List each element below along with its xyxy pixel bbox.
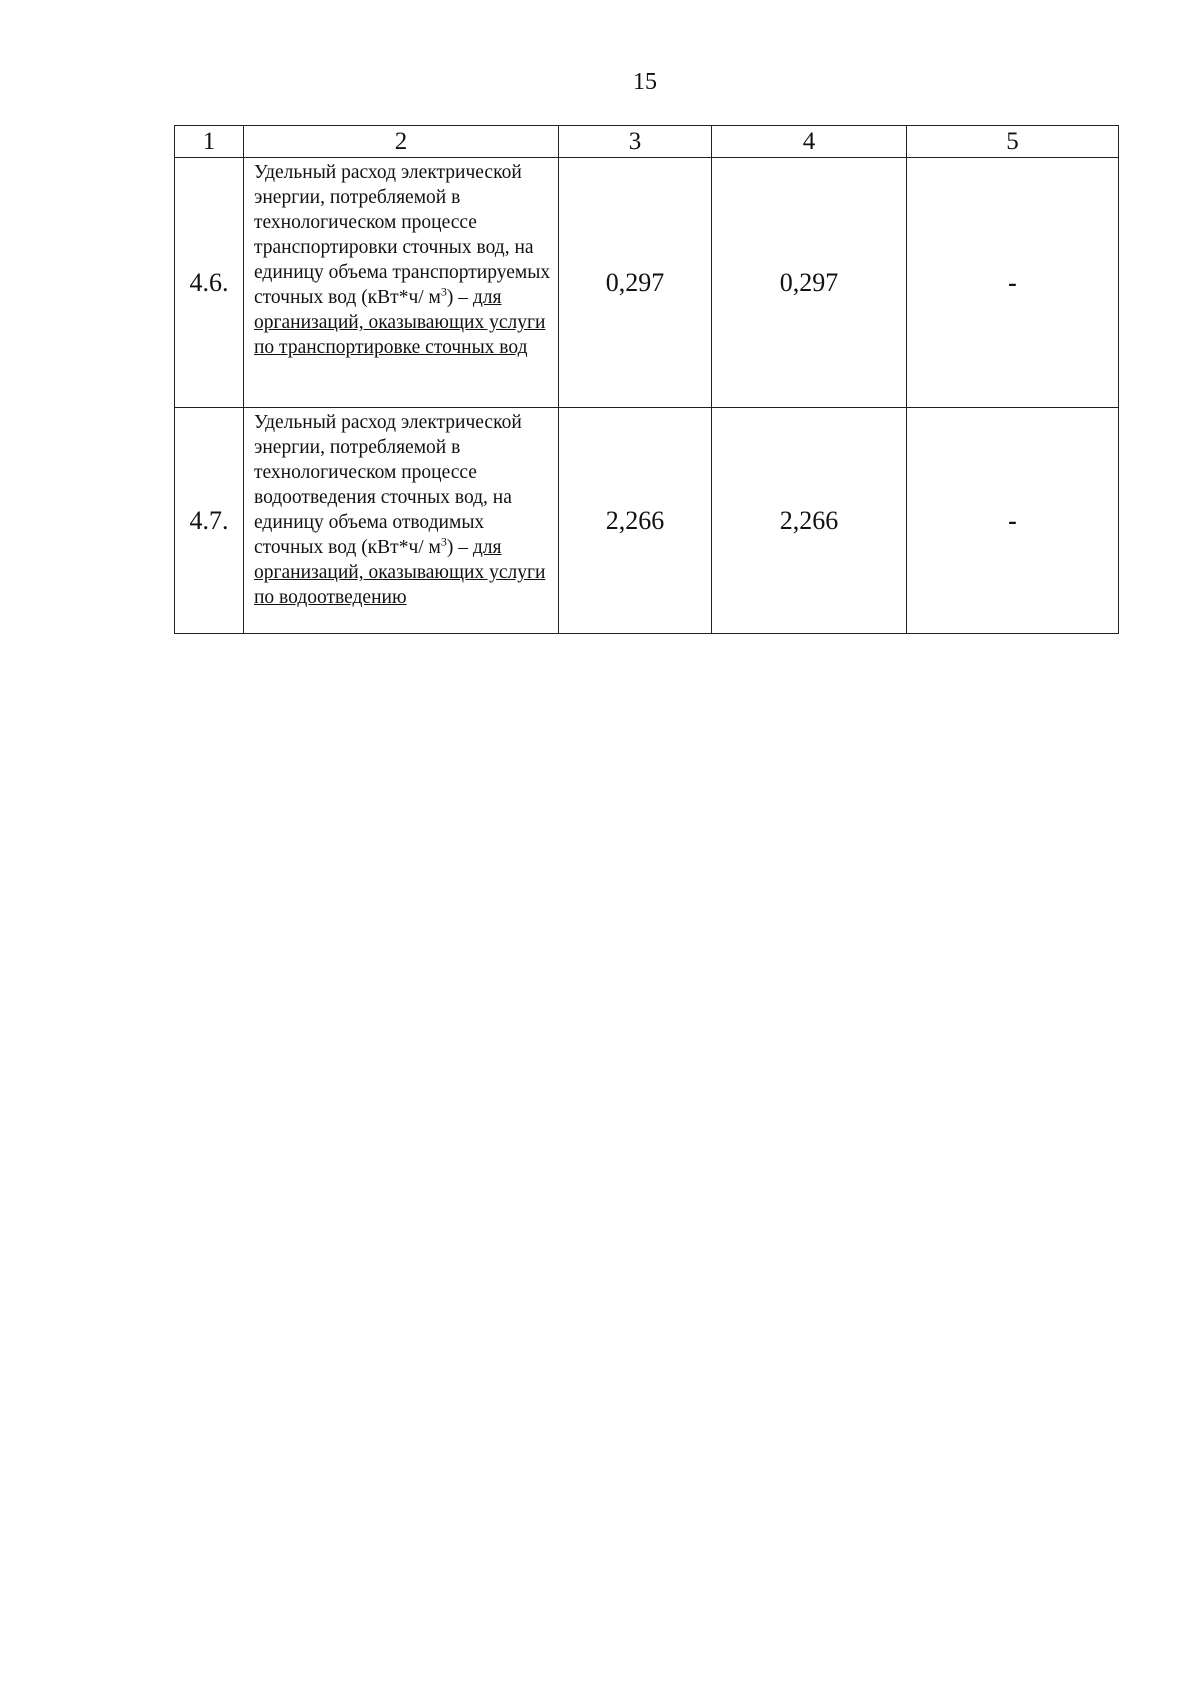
description-dash: ) – [446,537,473,558]
value-col5: - [907,158,1119,408]
header-cell-4: 4 [712,126,907,158]
value-col3: 0,297 [559,158,712,408]
table-header-row [175,126,1119,158]
value-col4: 0,297 [712,158,907,408]
row-number: 4.6. [175,158,244,408]
indicators-table [174,125,1119,634]
superscript: 3 [440,284,447,299]
description-underlined: для организаций, оказывающих услуги по водоотведению [254,537,546,608]
table-row [175,158,1119,408]
value-col3: 2,266 [559,408,712,634]
header-cell-1: 1 [175,126,244,158]
page-number: 15 [633,69,657,95]
description-dash: ) – [446,287,473,308]
header-cell-2: 2 [244,126,559,158]
value-col5: - [907,408,1119,634]
description-underlined: для организаций, оказывающих услуги по транспортировке сточных вод [254,287,546,358]
row-number: 4.7. [175,408,244,634]
description-text: Удельный расход электрической энергии, потребляемой в технологическом процессе водоотведения сточных вод, на единицу объема отводимых сточных вод (кВт*ч/ м [254,412,522,558]
table-row [175,408,1119,634]
superscript: 3 [440,534,447,549]
row-description [244,408,559,634]
value-col4: 2,266 [712,408,907,634]
row-description [244,158,559,408]
header-cell-5: 5 [907,126,1119,158]
header-cell-3: 3 [559,126,712,158]
description-text: Удельный расход электрической энергии, потребляемой в технологическом процессе транспортировки сточных вод, на единицу объема транспортируемых сточных вод (кВт*ч/ м [254,162,551,308]
